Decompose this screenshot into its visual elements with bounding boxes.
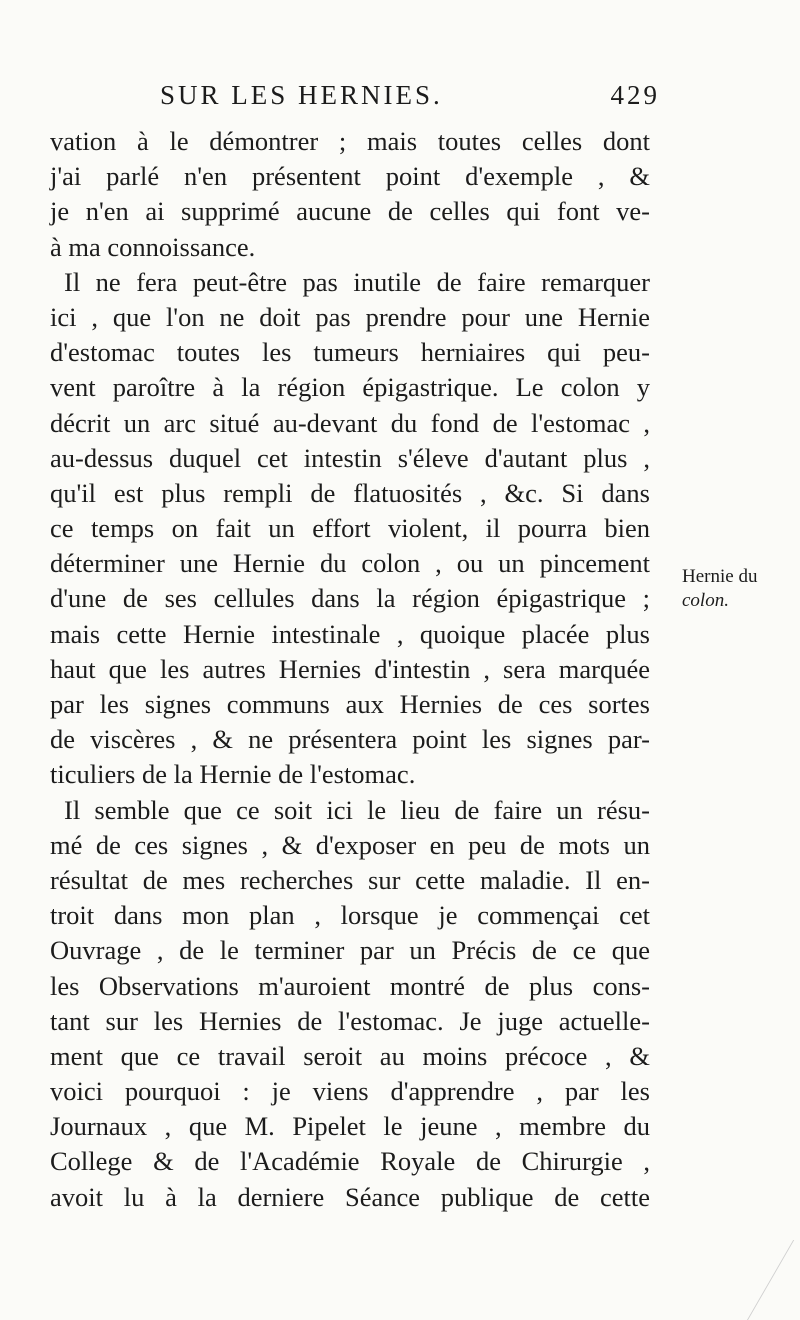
text-line: Ouvrage , de le terminer par un Précis de ce que — [50, 935, 650, 966]
text-line: par les signes communs aux Hernies de ces sortes — [50, 689, 650, 719]
margin-note-line: Hernie du — [682, 566, 758, 587]
text-line: décrit un arc situé au-devant du fond de l'estomac , — [50, 407, 650, 438]
running-header — [160, 80, 660, 111]
page-number: 429 — [610, 80, 660, 110]
text-line: les Observations m'auroient montré de plus cons- — [50, 970, 650, 1001]
running-title: SUR LES HERNIES. — [160, 80, 443, 110]
text-line: College & de l'Académie Royale de Chirurgie , — [50, 1146, 650, 1177]
text-line: vation à le démontrer ; mais toutes celles dont — [50, 126, 650, 156]
margin-note-line: colon. — [682, 590, 729, 611]
text-line: ticuliers de la Hernie de l'estomac. — [50, 759, 416, 790]
text-line: ici , que l'on ne doit pas prendre pour une Hernie — [50, 301, 650, 332]
text-line: déterminer une Hernie du colon , ou un pincement — [50, 548, 650, 579]
text-line: qu'il est plus rempli de flatuosités , &c. Si dans — [50, 477, 650, 508]
text-line: Il ne fera peut-être pas inutile de faire remarquer — [64, 266, 650, 297]
text-line: troit dans mon plan , lorsque je commençai cet — [50, 900, 650, 931]
text-line: vent paroître à la région épigastrique. Le colon y — [50, 372, 650, 403]
text-line: j'ai parlé n'en présentent point d'exemple , & — [50, 161, 650, 192]
text-line: à ma connoissance. — [50, 231, 256, 262]
text-line: Journaux , que M. Pipelet le jeune , membre du — [50, 1111, 650, 1142]
text-line: de viscères , & ne présentera point les signes par- — [50, 724, 650, 755]
text-line: haut que les autres Hernies d'intestin , sera marquée — [50, 653, 650, 684]
page-edge-line — [747, 1240, 800, 1320]
text-line: ment que ce travail seroit au moins précoce , & — [50, 1040, 650, 1071]
text-line: voici pourquoi : je viens d'apprendre , par les — [50, 1076, 650, 1107]
text-line: au-dessus duquel cet intestin s'éleve d'autant plus , — [50, 442, 650, 473]
body-text — [50, 124, 650, 1215]
text-line: d'une de ses cellules dans la région épigastrique ; — [50, 583, 650, 614]
text-line: ce temps on fait un effort violent, il pourra bien — [50, 513, 650, 544]
text-line: je n'en ai supprimé aucune de celles qui font ve- — [50, 196, 650, 227]
text-line: tant sur les Hernies de l'estomac. Je juge actuelle- — [50, 1005, 650, 1036]
margin-note — [682, 565, 757, 613]
text-line: Il semble que ce soit ici le lieu de faire un résu- — [64, 794, 650, 825]
text-line: mé de ces signes , & d'exposer en peu de mots un — [50, 829, 650, 860]
text-line: résultat de mes recherches sur cette maladie. Il en- — [50, 864, 650, 895]
text-line: avoit lu à la derniere Séance publique de cette — [50, 1181, 650, 1212]
text-line: d'estomac toutes les tumeurs herniaires qui peu- — [50, 337, 650, 368]
text-line: mais cette Hernie intestinale , quoique placée plus — [50, 618, 650, 649]
